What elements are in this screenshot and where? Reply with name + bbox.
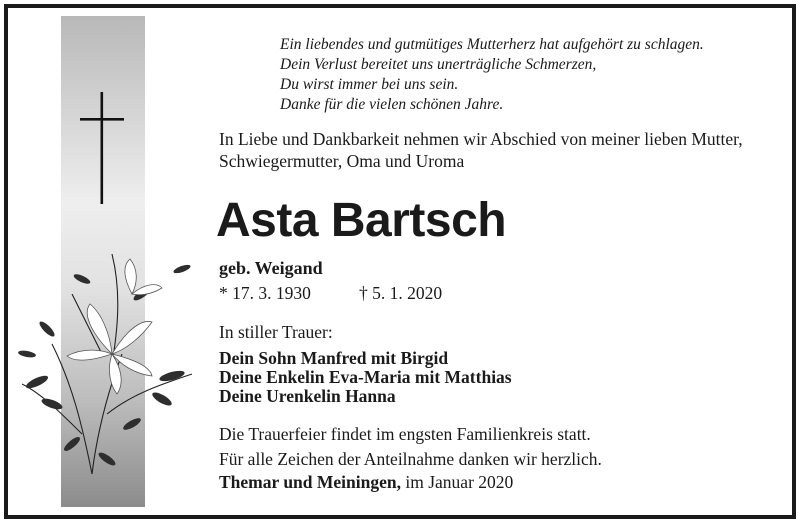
closing-place: Themar und Meiningen,: [219, 472, 401, 492]
mourning-label: In stiller Trauer:: [219, 322, 333, 342]
intro-text: In Liebe und Dankbarkeit nehmen wir Abschied von meiner lieben Mutter, Schwiegermutter, Oma und Uroma: [219, 129, 743, 171]
life-dates: [219, 283, 442, 304]
poem-line: Dein Verlust bereitet uns unerträgliche Schmerzen,: [280, 56, 597, 73]
death-date: † 5. 1. 2020: [359, 283, 443, 303]
mourner: Dein Sohn Manfred mit Birgid: [219, 348, 449, 368]
note-line: Die Trauerfeier findet im engsten Familienkreis statt.: [219, 424, 591, 444]
birth-date: * 17. 3. 1930: [219, 283, 311, 303]
deceased-name: Asta Bartsch: [216, 194, 507, 247]
closing-line: [219, 472, 513, 493]
mourners-list: [219, 349, 512, 406]
cross-icon: [80, 92, 124, 204]
maiden-name: geb. Weigand: [219, 258, 323, 278]
obituary-notice: [4, 4, 796, 519]
poem-line: Du wirst immer bei uns sein.: [280, 76, 459, 93]
mourner: Deine Enkelin Eva-Maria mit Matthias: [219, 367, 512, 387]
closing-date: im Januar 2020: [401, 472, 514, 492]
poem-line: Danke für die vielen schönen Jahre.: [280, 96, 504, 113]
lily-bouquet-illustration: [12, 234, 202, 484]
notes: [219, 422, 602, 472]
poem: [280, 35, 704, 115]
poem-line: Ein liebendes und gutmütiges Mutterherz hat aufgehört zu schlagen.: [280, 36, 704, 53]
mourner: Deine Urenkelin Hanna: [219, 386, 396, 406]
note-line: Für alle Zeichen der Anteilnahme danken wir herzlich.: [219, 449, 602, 469]
